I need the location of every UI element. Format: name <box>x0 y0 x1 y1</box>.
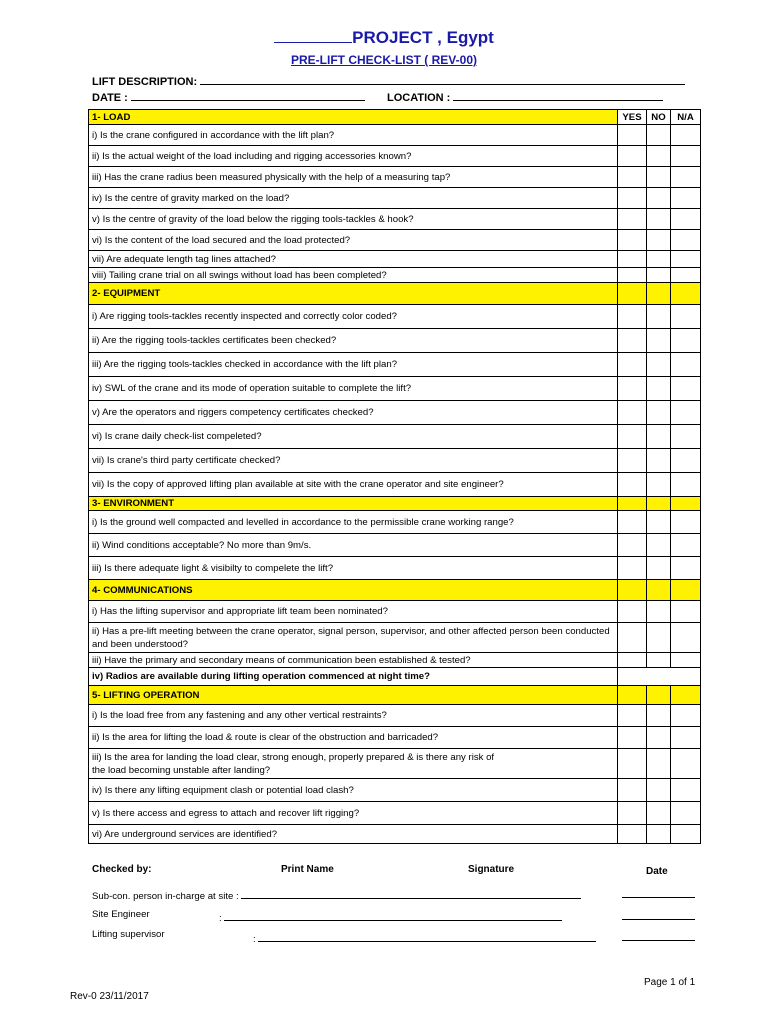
table-row: vi) Is the content of the load secured and the load protected? <box>89 230 701 251</box>
yes-cell[interactable] <box>618 125 647 146</box>
na-cell[interactable] <box>671 802 701 825</box>
table-row: vi) Are underground services are identified? <box>89 825 701 844</box>
na-cell[interactable] <box>671 825 701 844</box>
yes-cell[interactable] <box>618 779 647 802</box>
table-row: v) Is the centre of gravity of the load below the rigging tools-tackles & hook? <box>89 209 701 230</box>
lifting-supervisor-date-field[interactable] <box>622 929 695 941</box>
yes-cell[interactable] <box>618 511 647 534</box>
section-header-environment: 3- ENVIRONMENT <box>89 497 701 511</box>
checklist-table <box>88 109 701 844</box>
yes-cell[interactable] <box>618 449 647 473</box>
no-cell[interactable] <box>647 511 671 534</box>
na-cell[interactable] <box>671 653 701 668</box>
yes-cell[interactable] <box>618 653 647 668</box>
lift-description-field[interactable] <box>200 73 685 85</box>
yes-cell[interactable] <box>618 305 647 329</box>
no-cell[interactable] <box>647 305 671 329</box>
no-cell[interactable] <box>647 623 671 653</box>
yes-cell[interactable] <box>618 377 647 401</box>
yes-cell[interactable] <box>618 425 647 449</box>
table-row: iii) Have the primary and secondary means of communication been established & tested? <box>89 653 701 668</box>
table-row: iv) Radios are available during lifting operation commenced at night time? <box>89 668 701 686</box>
no-cell[interactable] <box>647 377 671 401</box>
yes-cell[interactable] <box>618 401 647 425</box>
signoff-row-site-engineer-colon: : <box>219 909 562 924</box>
table-row: ii) Is the actual weight of the load including and rigging accessories known? <box>89 146 701 167</box>
location-label: LOCATION : <box>387 92 451 104</box>
no-cell[interactable] <box>647 353 671 377</box>
na-cell[interactable] <box>671 473 701 497</box>
table-row: i) Is the ground well compacted and levelled in accordance to the permissible crane working range? <box>89 511 701 534</box>
date-heading: Date <box>646 866 668 877</box>
na-cell[interactable] <box>671 601 701 623</box>
na-cell[interactable] <box>671 727 701 749</box>
na-cell[interactable] <box>671 377 701 401</box>
na-cell[interactable] <box>671 779 701 802</box>
date-label: DATE : <box>92 92 128 104</box>
table-row: v) Is there access and egress to attach and recover lift rigging? <box>89 802 701 825</box>
no-cell[interactable] <box>647 167 671 188</box>
no-cell[interactable] <box>647 601 671 623</box>
table-row: iii) Is the area for landing the load clear, strong enough, properly prepared & is there any risk of the load becoming unstable after landing? <box>89 749 701 779</box>
checked-by-label: Checked by: <box>92 864 152 875</box>
no-cell[interactable] <box>647 329 671 353</box>
na-cell[interactable] <box>671 353 701 377</box>
yes-cell[interactable] <box>618 557 647 580</box>
page-title: PROJECT , Egypt <box>0 28 768 48</box>
yes-cell[interactable] <box>618 534 647 557</box>
yes-cell[interactable] <box>618 727 647 749</box>
table-row: ii) Has a pre-lift meeting between the crane operator, signal person, supervisor, and other affected person been conducted and been understood? <box>89 623 701 653</box>
yes-cell[interactable] <box>618 749 647 779</box>
section-header-communications: 4- COMMUNICATIONS <box>89 580 701 601</box>
table-row: v) Are the operators and riggers competency certificates checked? <box>89 401 701 425</box>
location-row <box>387 89 663 104</box>
no-cell[interactable] <box>647 401 671 425</box>
no-cell[interactable] <box>647 449 671 473</box>
yes-cell[interactable] <box>618 188 647 209</box>
no-cell[interactable] <box>647 473 671 497</box>
yes-cell[interactable] <box>618 251 647 268</box>
page-number: Page 1 of 1 <box>644 977 696 988</box>
site-engineer-date-field[interactable] <box>622 908 695 920</box>
no-cell[interactable] <box>647 425 671 449</box>
no-cell[interactable] <box>647 705 671 727</box>
col-yes-header: YES <box>618 110 647 125</box>
section-header-lifting-operation: 5- LIFTING OPERATION <box>89 686 701 705</box>
na-cell[interactable] <box>671 251 701 268</box>
na-cell[interactable] <box>671 749 701 779</box>
signoff-row-lifting-supervisor-colon: : <box>253 930 596 945</box>
no-cell[interactable] <box>647 727 671 749</box>
yes-cell[interactable] <box>618 802 647 825</box>
na-cell[interactable] <box>671 268 701 283</box>
yes-cell[interactable] <box>618 209 647 230</box>
yes-cell[interactable] <box>618 601 647 623</box>
table-row: i) Has the lifting supervisor and appropriate lift team been nominated? <box>89 601 701 623</box>
signoff-row-subcon: Sub-con. person in-charge at site : <box>92 887 581 902</box>
na-cell[interactable] <box>671 209 701 230</box>
revision-date: Rev-0 23/11/2017 <box>70 991 149 1002</box>
date-field[interactable] <box>131 89 365 101</box>
no-cell[interactable] <box>647 534 671 557</box>
na-cell[interactable] <box>671 146 701 167</box>
signoff-row-site-engineer: Site Engineer <box>92 909 150 920</box>
date-row <box>92 89 365 104</box>
yes-cell[interactable] <box>618 230 647 251</box>
no-cell[interactable] <box>647 125 671 146</box>
print-name-heading: Print Name <box>281 864 334 875</box>
yes-cell[interactable] <box>618 353 647 377</box>
no-cell[interactable] <box>647 188 671 209</box>
yes-cell[interactable] <box>618 146 647 167</box>
yes-cell[interactable] <box>618 825 647 844</box>
yes-cell[interactable] <box>618 329 647 353</box>
na-cell[interactable] <box>671 511 701 534</box>
no-cell[interactable] <box>647 209 671 230</box>
table-row: iv) Is there any lifting equipment clash or potential load clash? <box>89 779 701 802</box>
table-row: viii) Tailing crane trial on all swings without load has been completed? <box>89 268 701 283</box>
table-row: iii) Are the rigging tools-tackles checked in accordance with the lift plan? <box>89 353 701 377</box>
table-row: ii) Are the rigging tools-tackles certificates been checked? <box>89 329 701 353</box>
no-cell[interactable] <box>647 779 671 802</box>
no-cell[interactable] <box>647 268 671 283</box>
na-cell[interactable] <box>671 449 701 473</box>
answer-cell[interactable] <box>618 668 701 686</box>
no-cell[interactable] <box>647 802 671 825</box>
lifting-supervisor-name-field[interactable] <box>258 930 596 942</box>
page-subtitle: PRE-LIFT CHECK-LIST ( REV-00) <box>290 53 477 67</box>
table-row: vi) Is crane daily check-list compeleted? <box>89 425 701 449</box>
na-cell[interactable] <box>671 557 701 580</box>
signature-heading: Signature <box>468 864 515 875</box>
section-header-load: 1- LOAD YES NO N/A <box>89 110 701 125</box>
table-row: iv) SWL of the crane and its mode of operation suitable to complete the lift? <box>89 377 701 401</box>
na-cell[interactable] <box>671 401 701 425</box>
site-engineer-name-field[interactable] <box>224 909 562 921</box>
table-row: i) Is the load free from any fastening and any other vertical restraints? <box>89 705 701 727</box>
lift-description-row <box>92 73 685 88</box>
table-row: vii) Are adequate length tag lines attached? <box>89 251 701 268</box>
section-header-equipment: 2- EQUIPMENT <box>89 283 701 305</box>
na-cell[interactable] <box>671 188 701 209</box>
yes-cell[interactable] <box>618 623 647 653</box>
yes-cell[interactable] <box>618 268 647 283</box>
table-row: i) Are rigging tools-tackles recently inspected and correctly color coded? <box>89 305 701 329</box>
no-cell[interactable] <box>647 825 671 844</box>
na-cell[interactable] <box>671 125 701 146</box>
na-cell[interactable] <box>671 167 701 188</box>
yes-cell[interactable] <box>618 705 647 727</box>
na-cell[interactable] <box>671 305 701 329</box>
signoff-row-lifting-supervisor: Lifting supervisor <box>92 929 165 940</box>
na-cell[interactable] <box>671 705 701 727</box>
lift-description-label: LIFT DESCRIPTION: <box>92 76 198 88</box>
na-cell[interactable] <box>671 230 701 251</box>
no-cell[interactable] <box>647 146 671 167</box>
subcon-name-field[interactable] <box>241 887 581 899</box>
no-cell[interactable] <box>647 653 671 668</box>
na-cell[interactable] <box>671 329 701 353</box>
location-field[interactable] <box>453 89 663 101</box>
na-cell[interactable] <box>671 623 701 653</box>
project-name-blank[interactable] <box>274 28 352 43</box>
subcon-date-field[interactable] <box>622 886 695 898</box>
table-row: iii) Is there adequate light & visibilty to compelete the lift? <box>89 557 701 580</box>
yes-cell[interactable] <box>618 473 647 497</box>
table-row: vii) Is the copy of approved lifting plan available at site with the crane operator and site engineer? <box>89 473 701 497</box>
col-na-header: N/A <box>671 110 701 125</box>
na-cell[interactable] <box>671 534 701 557</box>
col-no-header: NO <box>647 110 671 125</box>
no-cell[interactable] <box>647 251 671 268</box>
table-row: iv) Is the centre of gravity marked on the load? <box>89 188 701 209</box>
no-cell[interactable] <box>647 230 671 251</box>
table-row: iii) Has the crane radius been measured physically with the help of a measuring tap? <box>89 167 701 188</box>
no-cell[interactable] <box>647 749 671 779</box>
yes-cell[interactable] <box>618 167 647 188</box>
table-row: vii) Is crane's third party certificate checked? <box>89 449 701 473</box>
na-cell[interactable] <box>671 425 701 449</box>
table-row: i) Is the crane configured in accordance with the lift plan? <box>89 125 701 146</box>
table-row: ii) Is the area for lifting the load & route is clear of the obstruction and barricaded? <box>89 727 701 749</box>
table-row: ii) Wind conditions acceptable? No more than 9m/s. <box>89 534 701 557</box>
no-cell[interactable] <box>647 557 671 580</box>
